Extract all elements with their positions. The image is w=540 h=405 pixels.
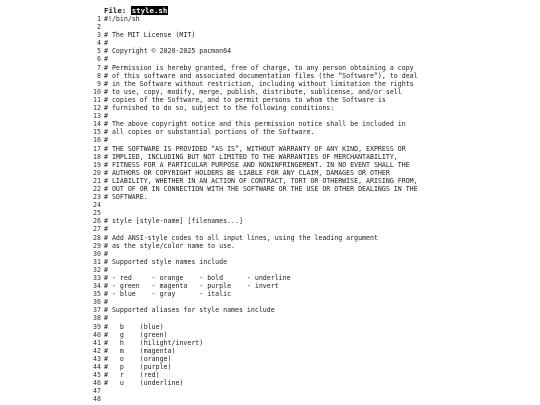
- code-line: [87, 371, 418, 379]
- code-line: [87, 250, 418, 258]
- line-text: # r (red): [104, 371, 160, 380]
- line-text: # OUT OF OR IN CONNECTION WITH THE SOFTWARE OR THE USE OR OTHER DEALINGS IN THE: [104, 184, 418, 193]
- line-number: 13: [93, 112, 101, 121]
- line-number: 29: [93, 241, 101, 250]
- line-number: 9: [97, 79, 101, 88]
- line-text: # copies of the Software, and to permit persons to whom the Software is: [104, 95, 386, 104]
- code-line: [87, 104, 418, 112]
- code-line: [87, 266, 418, 274]
- line-text: # FITNESS FOR A PARTICULAR PURPOSE AND NONINFRINGEMENT. IN NO EVENT SHALL THE: [104, 160, 410, 169]
- line-text: # Supported aliases for style names include: [104, 306, 275, 315]
- line-number: 30: [93, 249, 101, 258]
- line-text: # of this software and associated documentation files (the “Software”), to deal: [104, 71, 418, 80]
- line-text: #!/bin/sh: [104, 15, 140, 23]
- file-name: style.sh: [131, 6, 168, 15]
- line-number: 34: [93, 282, 101, 291]
- line-number: 32: [93, 265, 101, 274]
- code-line: [87, 209, 418, 217]
- line-number: 28: [93, 233, 101, 242]
- code-line: [87, 395, 418, 403]
- line-number: 2: [97, 23, 101, 32]
- code-line: [87, 31, 418, 39]
- code-line: [87, 193, 418, 201]
- code-line: [87, 347, 418, 355]
- line-number: 43: [93, 354, 101, 363]
- line-number: 6: [97, 55, 101, 64]
- line-number: 44: [93, 363, 101, 372]
- code-line: [87, 112, 418, 120]
- line-text: #: [104, 298, 108, 307]
- line-number: 48: [93, 395, 101, 404]
- code-line: [87, 145, 418, 153]
- code-line: [87, 217, 418, 225]
- line-number: 12: [93, 104, 101, 113]
- code-line: [87, 169, 418, 177]
- line-number: 8: [97, 71, 101, 80]
- code-line: [87, 185, 418, 193]
- code-line: [87, 23, 418, 31]
- line-text: # IMPLIED, INCLUDING BUT NOT LIMITED TO THE WARRANTIES OF MERCHANTABILITY,: [104, 152, 398, 161]
- line-text: #: [104, 112, 108, 121]
- line-text: # in the Software without restriction, including without limitation the rights: [104, 79, 414, 88]
- code-line: [87, 242, 418, 250]
- code-listing: [87, 15, 418, 404]
- line-text: # SOFTWARE.: [104, 193, 148, 202]
- code-line: [87, 80, 418, 88]
- line-text: #: [104, 314, 108, 323]
- line-number: 5: [97, 47, 101, 56]
- line-number: 45: [93, 371, 101, 380]
- code-line: [87, 39, 418, 47]
- line-text: #: [104, 249, 108, 258]
- line-text: # b (blue): [104, 322, 164, 331]
- code-line: [87, 225, 418, 233]
- code-line: [87, 339, 418, 347]
- line-number: 24: [93, 201, 101, 210]
- code-line: [87, 290, 418, 298]
- line-text: # all copies or substantial portions of the Software.: [104, 128, 315, 137]
- line-number: 1: [97, 15, 101, 23]
- code-line: [87, 234, 418, 242]
- code-line: [87, 120, 418, 128]
- line-number: 36: [93, 298, 101, 307]
- code-line: [87, 15, 418, 23]
- code-line: [87, 201, 418, 209]
- code-line: [87, 55, 418, 63]
- line-number: 14: [93, 120, 101, 129]
- code-line: [87, 387, 418, 395]
- file-header: [104, 6, 168, 15]
- code-line: [87, 282, 418, 290]
- code-line: [87, 323, 418, 331]
- line-number: 17: [93, 144, 101, 153]
- line-number: 20: [93, 168, 101, 177]
- line-text: # g (green): [104, 330, 168, 339]
- code-line: [87, 64, 418, 72]
- line-text: # - blue - gray - italic: [104, 290, 232, 299]
- code-line: [87, 274, 418, 282]
- code-line: [87, 136, 418, 144]
- line-text: # Supported style names include: [104, 257, 228, 266]
- line-number: 31: [93, 257, 101, 266]
- code-line: [87, 88, 418, 96]
- line-number: 3: [97, 31, 101, 40]
- code-line: [87, 355, 418, 363]
- line-number: 26: [93, 217, 101, 226]
- code-line: [87, 153, 418, 161]
- code-line: [87, 47, 418, 55]
- line-number: 7: [97, 63, 101, 72]
- line-text: # to use, copy, modify, merge, publish, distribute, sublicense, and/or sell: [104, 87, 402, 96]
- line-text: #: [104, 136, 108, 145]
- code-line: [87, 331, 418, 339]
- line-number: 33: [93, 274, 101, 282]
- line-number: 25: [93, 209, 101, 218]
- line-text: #: [104, 225, 108, 234]
- line-text: # THE SOFTWARE IS PROVIDED “AS IS”, WITHOUT WARRANTY OF ANY KIND, EXPRESS OR: [104, 144, 406, 153]
- code-line: [87, 298, 418, 306]
- code-line: [87, 379, 418, 387]
- code-line: [87, 314, 418, 322]
- line-number: 22: [93, 184, 101, 193]
- line-text: # The MIT License (MIT): [104, 31, 196, 40]
- line-text: #: [104, 265, 108, 274]
- line-number: 16: [93, 136, 101, 145]
- line-number: 23: [93, 193, 101, 202]
- line-text: # style [style-name] [filenames...]: [104, 217, 243, 226]
- line-text: # furnished to do so, subject to the following conditions:: [104, 104, 335, 113]
- line-number: 40: [93, 330, 101, 339]
- line-number: 11: [93, 95, 101, 104]
- line-text: # Permission is hereby granted, free of charge, to any person obtaining a copy: [104, 63, 414, 72]
- line-number: 41: [93, 338, 101, 347]
- line-text: # h (hilight/invert): [104, 338, 204, 347]
- code-line: [87, 96, 418, 104]
- line-number: 27: [93, 225, 101, 234]
- code-line: [87, 128, 418, 136]
- line-number: 38: [93, 314, 101, 323]
- line-text: # - green - magenta - purple - invert: [104, 282, 279, 291]
- line-number: 35: [93, 290, 101, 299]
- line-number: 42: [93, 346, 101, 355]
- code-line: [87, 306, 418, 314]
- file-label: File:: [104, 6, 127, 15]
- line-text: # Add ANSI-style codes to all input lines, using the leading argument: [104, 233, 378, 242]
- line-number: 46: [93, 379, 101, 388]
- line-number: 10: [93, 87, 101, 96]
- code-line: [87, 258, 418, 266]
- line-number: 4: [97, 39, 101, 48]
- line-text: #: [104, 55, 108, 64]
- line-text: # m (magenta): [104, 346, 176, 355]
- line-number: 21: [93, 176, 101, 185]
- line-text: # u (underline): [104, 379, 184, 388]
- line-text: # o (orange): [104, 354, 172, 363]
- line-text: # p (purple): [104, 363, 172, 372]
- line-text: # as the style/color name to use.: [104, 241, 236, 250]
- line-number: 19: [93, 160, 101, 169]
- line-text: #: [104, 39, 108, 48]
- code-line: [87, 161, 418, 169]
- line-number: 47: [93, 387, 101, 396]
- line-number: 15: [93, 128, 101, 137]
- line-text: # AUTHORS OR COPYRIGHT HOLDERS BE LIABLE FOR ANY CLAIM, DAMAGES OR OTHER: [104, 168, 390, 177]
- line-text: # - red - orange - bold - underline: [104, 274, 291, 282]
- line-number: 37: [93, 306, 101, 315]
- line-text: # The above copyright notice and this permission notice shall be included in: [104, 120, 406, 129]
- line-number: 39: [93, 322, 101, 331]
- code-line: [87, 177, 418, 185]
- code-line: [87, 72, 418, 80]
- line-text: # Copyright © 2020-2025 pacman64: [104, 47, 232, 56]
- line-number: 18: [93, 152, 101, 161]
- line-text: # LIABILITY, WHETHER IN AN ACTION OF CONTRACT, TORT OR OTHERWISE, ARISING FROM,: [104, 176, 418, 185]
- code-line: [87, 363, 418, 371]
